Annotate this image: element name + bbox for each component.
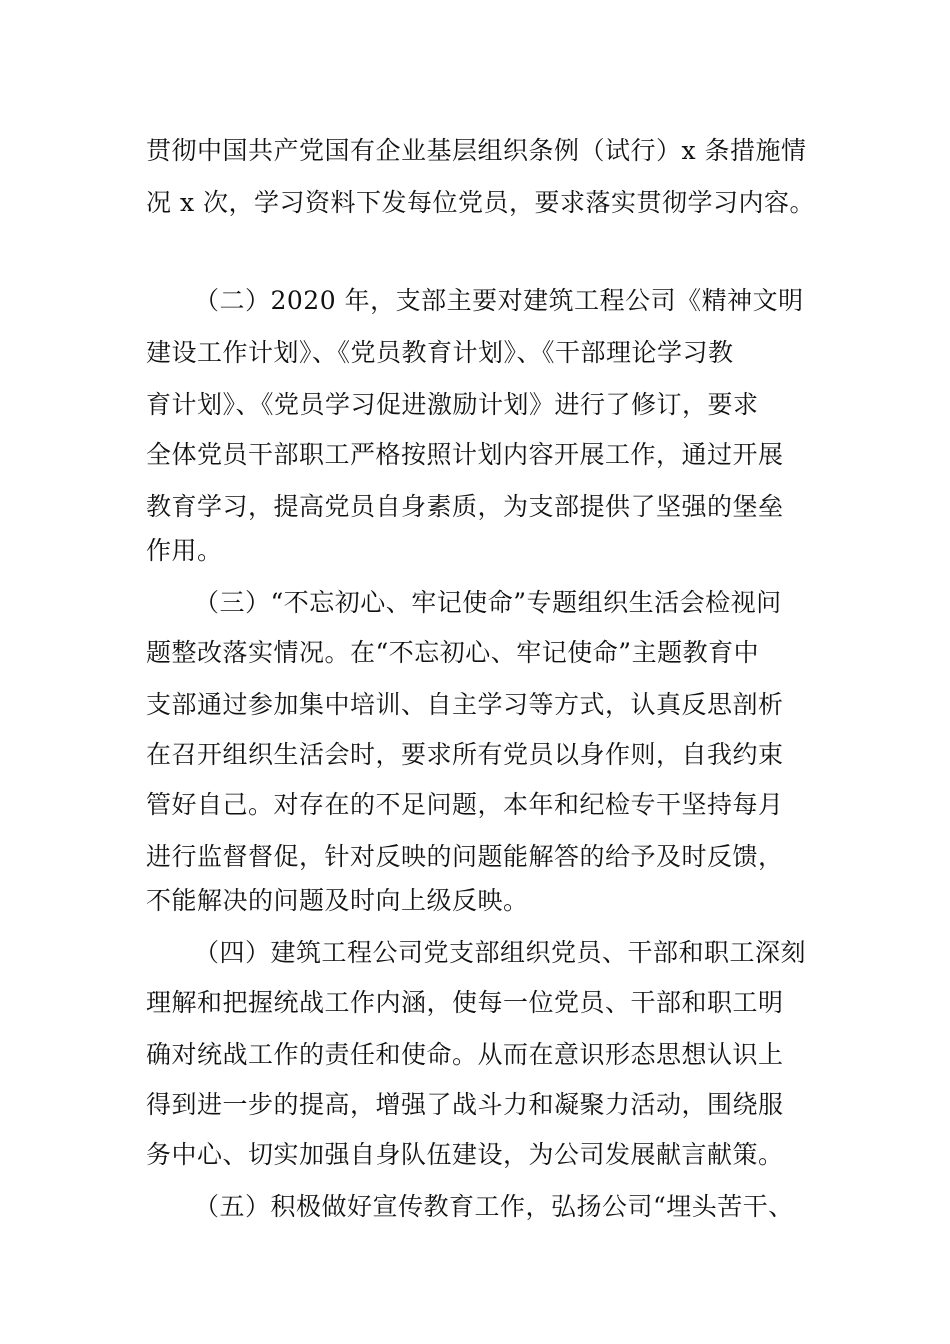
- paragraph-line: 进行监督督促，针对反映的问题能解答的给予及时反馈，: [146, 842, 784, 871]
- paragraph-line: （五）积极做好宣传教育工作，弘扬公司“埋头苦干、: [194, 1192, 794, 1221]
- paragraph-line: （四）建筑工程公司党支部组织党员、干部和职工深刻: [194, 938, 807, 967]
- paragraph-line: 况 x 次，学习资料下发每位党员，要求落实贯彻学习内容。: [146, 188, 815, 217]
- paragraph-line: 得到进一步的提高，增强了战斗力和凝聚力活动，围绕服: [146, 1090, 784, 1119]
- paragraph-line: 在召开组织生活会时，要求所有党员以身作则，自我约束: [146, 740, 784, 769]
- paragraph-line: （二）2020 年，支部主要对建筑工程公司《精神文明: [194, 286, 804, 315]
- paragraph-line: 作用。: [146, 536, 223, 565]
- paragraph-line: 务中心、切实加强自身队伍建设，为公司发展献言献策。: [146, 1140, 784, 1169]
- paragraph-line: 支部通过参加集中培训、自主学习等方式，认真反思剖析: [146, 690, 784, 719]
- paragraph-line: 育计划》、《党员学习促进激励计划》进行了修订，要求: [146, 390, 759, 419]
- paragraph-line: 建设工作计划》、《党员教育计划》、《干部理论学习教: [146, 338, 734, 367]
- paragraph-line: 管好自己。对存在的不足问题，本年和纪检专干坚持每月: [146, 790, 784, 819]
- paragraph-line: 全体党员干部职工严格按照计划内容开展工作，通过开展: [146, 440, 784, 469]
- paragraph-line: 不能解决的问题及时向上级反映。: [146, 886, 529, 915]
- paragraph-line: 教育学习，提高党员自身素质，为支部提供了坚强的堡垒: [146, 492, 784, 521]
- paragraph-line: （三）“不忘初心、牢记使命”专题组织生活会检视问: [194, 588, 782, 617]
- paragraph-line: 确对统战工作的责任和使命。从而在意识形态思想认识上: [146, 1040, 784, 1069]
- paragraph-line: 贯彻中国共产党国有企业基层组织条例（试行）x 条措施情: [146, 136, 807, 165]
- paragraph-line: 理解和把握统战工作内涵，使每一位党员、干部和职工明: [146, 988, 784, 1017]
- paragraph-line: 题整改落实情况。在“不忘初心、牢记使命”主题教育中: [146, 638, 760, 667]
